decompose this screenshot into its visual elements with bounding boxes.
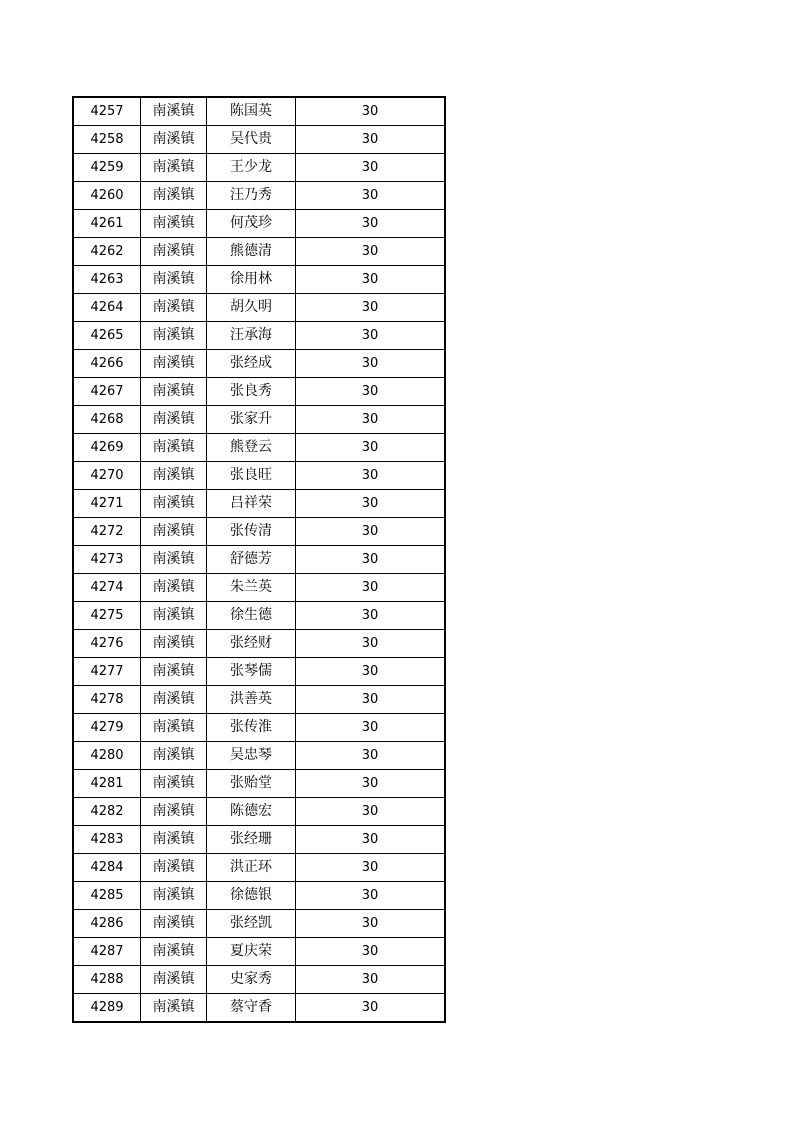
person-name-cell: 张经凯 — [207, 910, 296, 938]
amount-cell: 30 — [296, 350, 446, 378]
town-cell: 南溪镇 — [141, 770, 207, 798]
person-name-cell: 吴忠琴 — [207, 742, 296, 770]
amount-cell: 30 — [296, 406, 446, 434]
town-cell: 南溪镇 — [141, 322, 207, 350]
person-name-cell: 汪乃秀 — [207, 182, 296, 210]
amount-cell: 30 — [296, 826, 446, 854]
town-cell: 南溪镇 — [141, 742, 207, 770]
town-cell: 南溪镇 — [141, 658, 207, 686]
amount-cell: 30 — [296, 574, 446, 602]
person-name-cell: 张经成 — [207, 350, 296, 378]
table-row — [73, 602, 445, 630]
person-name-cell: 陈德宏 — [207, 798, 296, 826]
person-name-cell: 蔡守香 — [207, 994, 296, 1023]
amount-cell: 30 — [296, 910, 446, 938]
row-number-cell: 4281 — [73, 770, 141, 798]
row-number-cell: 4277 — [73, 658, 141, 686]
amount-cell: 30 — [296, 882, 446, 910]
table-row — [73, 238, 445, 266]
town-cell: 南溪镇 — [141, 910, 207, 938]
person-name-cell: 张传清 — [207, 518, 296, 546]
row-number-cell: 4279 — [73, 714, 141, 742]
row-number-cell: 4272 — [73, 518, 141, 546]
row-number-cell: 4265 — [73, 322, 141, 350]
person-name-cell: 王少龙 — [207, 154, 296, 182]
person-name-cell: 朱兰英 — [207, 574, 296, 602]
table-row — [73, 294, 445, 322]
town-cell: 南溪镇 — [141, 798, 207, 826]
row-number-cell: 4260 — [73, 182, 141, 210]
row-number-cell: 4284 — [73, 854, 141, 882]
person-name-cell: 何茂珍 — [207, 210, 296, 238]
table-row — [73, 882, 445, 910]
row-number-cell: 4273 — [73, 546, 141, 574]
table-row — [73, 658, 445, 686]
person-name-cell: 徐德银 — [207, 882, 296, 910]
amount-cell: 30 — [296, 658, 446, 686]
person-name-cell: 张贻堂 — [207, 770, 296, 798]
amount-cell: 30 — [296, 294, 446, 322]
table-row — [73, 798, 445, 826]
town-cell: 南溪镇 — [141, 630, 207, 658]
row-number-cell: 4271 — [73, 490, 141, 518]
table-row — [73, 574, 445, 602]
amount-cell: 30 — [296, 714, 446, 742]
person-name-cell: 徐生德 — [207, 602, 296, 630]
table-row — [73, 938, 445, 966]
table-row — [73, 182, 445, 210]
amount-cell: 30 — [296, 602, 446, 630]
amount-cell: 30 — [296, 994, 446, 1023]
row-number-cell: 4287 — [73, 938, 141, 966]
amount-cell: 30 — [296, 378, 446, 406]
row-number-cell: 4276 — [73, 630, 141, 658]
person-name-cell: 史家秀 — [207, 966, 296, 994]
row-number-cell: 4275 — [73, 602, 141, 630]
town-cell: 南溪镇 — [141, 350, 207, 378]
town-cell: 南溪镇 — [141, 378, 207, 406]
person-name-cell: 洪正环 — [207, 854, 296, 882]
town-cell: 南溪镇 — [141, 574, 207, 602]
amount-cell: 30 — [296, 462, 446, 490]
person-name-cell: 张家升 — [207, 406, 296, 434]
town-cell: 南溪镇 — [141, 266, 207, 294]
roster-body — [73, 97, 445, 1022]
town-cell: 南溪镇 — [141, 490, 207, 518]
town-cell: 南溪镇 — [141, 406, 207, 434]
amount-cell: 30 — [296, 518, 446, 546]
person-name-cell: 张良旺 — [207, 462, 296, 490]
row-number-cell: 4268 — [73, 406, 141, 434]
amount-cell: 30 — [296, 154, 446, 182]
table-row — [73, 686, 445, 714]
row-number-cell: 4270 — [73, 462, 141, 490]
person-name-cell: 洪善英 — [207, 686, 296, 714]
person-name-cell: 徐用林 — [207, 266, 296, 294]
row-number-cell: 4266 — [73, 350, 141, 378]
amount-cell: 30 — [296, 854, 446, 882]
row-number-cell: 4285 — [73, 882, 141, 910]
amount-cell: 30 — [296, 966, 446, 994]
roster-table — [72, 96, 446, 1023]
amount-cell: 30 — [296, 798, 446, 826]
row-number-cell: 4264 — [73, 294, 141, 322]
table-row — [73, 910, 445, 938]
table-row — [73, 518, 445, 546]
row-number-cell: 4261 — [73, 210, 141, 238]
table-row — [73, 546, 445, 574]
town-cell: 南溪镇 — [141, 882, 207, 910]
table-row — [73, 378, 445, 406]
town-cell: 南溪镇 — [141, 854, 207, 882]
town-cell: 南溪镇 — [141, 462, 207, 490]
amount-cell: 30 — [296, 630, 446, 658]
row-number-cell: 4278 — [73, 686, 141, 714]
row-number-cell: 4282 — [73, 798, 141, 826]
town-cell: 南溪镇 — [141, 182, 207, 210]
table-row — [73, 742, 445, 770]
town-cell: 南溪镇 — [141, 294, 207, 322]
amount-cell: 30 — [296, 266, 446, 294]
row-number-cell: 4288 — [73, 966, 141, 994]
row-number-cell: 4286 — [73, 910, 141, 938]
town-cell: 南溪镇 — [141, 826, 207, 854]
town-cell: 南溪镇 — [141, 154, 207, 182]
row-number-cell: 4257 — [73, 97, 141, 126]
row-number-cell: 4259 — [73, 154, 141, 182]
row-number-cell: 4258 — [73, 126, 141, 154]
town-cell: 南溪镇 — [141, 966, 207, 994]
person-name-cell: 汪承海 — [207, 322, 296, 350]
amount-cell: 30 — [296, 742, 446, 770]
person-name-cell: 胡久明 — [207, 294, 296, 322]
town-cell: 南溪镇 — [141, 238, 207, 266]
town-cell: 南溪镇 — [141, 686, 207, 714]
table-row — [73, 322, 445, 350]
person-name-cell: 张传淮 — [207, 714, 296, 742]
table-row — [73, 630, 445, 658]
amount-cell: 30 — [296, 490, 446, 518]
town-cell: 南溪镇 — [141, 546, 207, 574]
town-cell: 南溪镇 — [141, 97, 207, 126]
table-row — [73, 266, 445, 294]
table-row — [73, 854, 445, 882]
town-cell: 南溪镇 — [141, 938, 207, 966]
table-row — [73, 490, 445, 518]
person-name-cell: 舒德芳 — [207, 546, 296, 574]
town-cell: 南溪镇 — [141, 434, 207, 462]
town-cell: 南溪镇 — [141, 714, 207, 742]
table-row — [73, 714, 445, 742]
row-number-cell: 4269 — [73, 434, 141, 462]
person-name-cell: 吴代贵 — [207, 126, 296, 154]
person-name-cell: 熊德清 — [207, 238, 296, 266]
amount-cell: 30 — [296, 546, 446, 574]
row-number-cell: 4283 — [73, 826, 141, 854]
table-row — [73, 406, 445, 434]
amount-cell: 30 — [296, 238, 446, 266]
table-row — [73, 350, 445, 378]
table-row — [73, 462, 445, 490]
town-cell: 南溪镇 — [141, 210, 207, 238]
table-row — [73, 210, 445, 238]
row-number-cell: 4262 — [73, 238, 141, 266]
row-number-cell: 4289 — [73, 994, 141, 1023]
amount-cell: 30 — [296, 126, 446, 154]
person-name-cell: 张琴儒 — [207, 658, 296, 686]
table-row — [73, 770, 445, 798]
table-row — [73, 994, 445, 1023]
person-name-cell: 吕祥荣 — [207, 490, 296, 518]
person-name-cell: 熊登云 — [207, 434, 296, 462]
row-number-cell: 4267 — [73, 378, 141, 406]
row-number-cell: 4274 — [73, 574, 141, 602]
town-cell: 南溪镇 — [141, 994, 207, 1023]
person-name-cell: 陈国英 — [207, 97, 296, 126]
table-row — [73, 826, 445, 854]
person-name-cell: 张经珊 — [207, 826, 296, 854]
table-row — [73, 154, 445, 182]
amount-cell: 30 — [296, 210, 446, 238]
amount-cell: 30 — [296, 434, 446, 462]
table-row — [73, 126, 445, 154]
person-name-cell: 张良秀 — [207, 378, 296, 406]
amount-cell: 30 — [296, 686, 446, 714]
amount-cell: 30 — [296, 770, 446, 798]
town-cell: 南溪镇 — [141, 602, 207, 630]
amount-cell: 30 — [296, 322, 446, 350]
row-number-cell: 4263 — [73, 266, 141, 294]
row-number-cell: 4280 — [73, 742, 141, 770]
person-name-cell: 张经财 — [207, 630, 296, 658]
table-row — [73, 434, 445, 462]
table-row — [73, 97, 445, 126]
person-name-cell: 夏庆荣 — [207, 938, 296, 966]
amount-cell: 30 — [296, 182, 446, 210]
amount-cell: 30 — [296, 938, 446, 966]
table-row — [73, 966, 445, 994]
town-cell: 南溪镇 — [141, 518, 207, 546]
amount-cell: 30 — [296, 97, 446, 126]
town-cell: 南溪镇 — [141, 126, 207, 154]
